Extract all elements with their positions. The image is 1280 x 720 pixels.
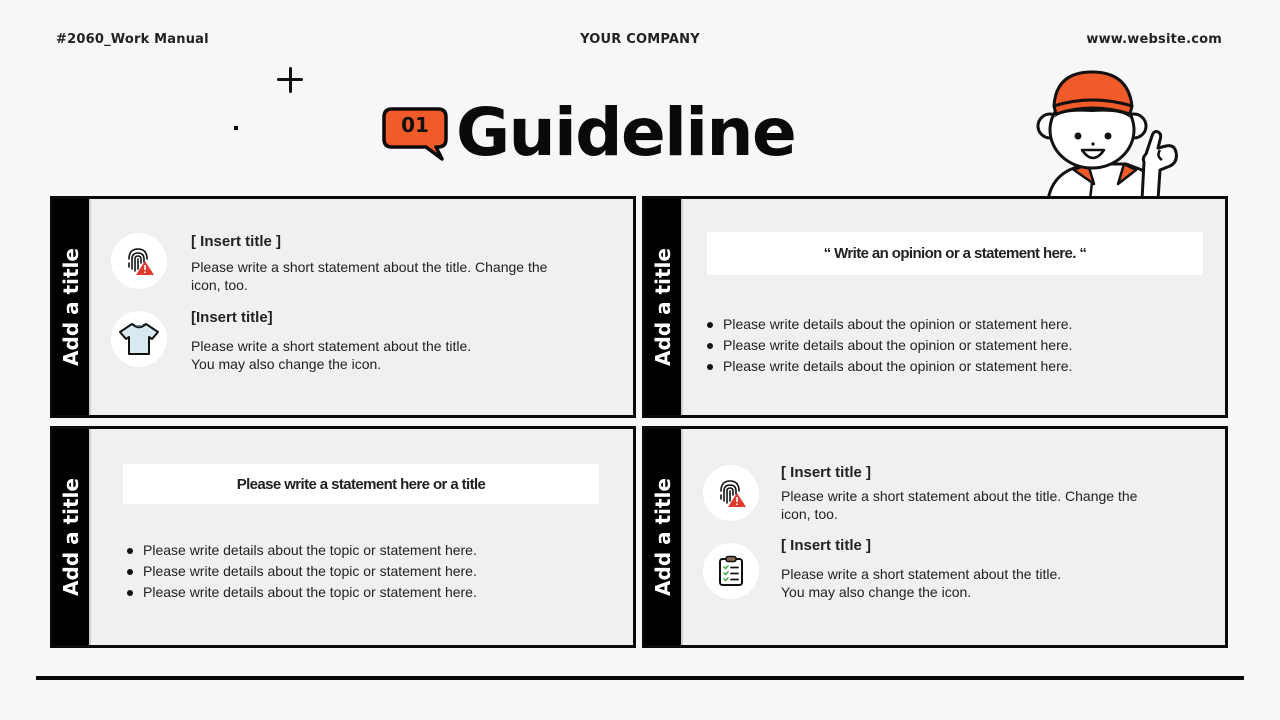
list-item	[703, 465, 1161, 523]
list-item	[111, 233, 571, 294]
side-tab-label: Add a title	[59, 248, 83, 366]
side-tab-label: Add a title	[651, 248, 675, 366]
bullet-list	[707, 314, 1072, 377]
bullet-list	[127, 540, 477, 603]
dot-decoration	[234, 126, 238, 130]
side-tab	[645, 199, 681, 415]
plus-icon	[277, 66, 305, 94]
panel-bottom-left	[50, 426, 636, 648]
list-item	[703, 537, 1161, 601]
bullet-item: Please write details about the topic or statement here.	[127, 582, 477, 603]
page-title-group	[382, 94, 796, 171]
item-description-line: You may also change the icon.	[191, 356, 382, 372]
item-title: [ Insert title ]	[191, 233, 282, 250]
badge-number: 01	[401, 113, 429, 137]
bullet-item: Please write details about the topic or statement here.	[127, 540, 477, 561]
item-description-line: Please write a short statement about the title.	[191, 338, 472, 354]
side-tab-label: Add a title	[59, 478, 83, 596]
clipboard-checklist-icon	[703, 543, 759, 599]
item-description-line: You may also change the icon.	[781, 584, 972, 600]
panel-body	[89, 429, 633, 645]
statement-box: Please write a statement here or a title	[123, 464, 599, 504]
speech-bubble-badge	[382, 107, 448, 151]
bullet-item: Please write details about the topic or statement here.	[127, 561, 477, 582]
panel-body	[681, 199, 1225, 415]
side-tab	[53, 429, 89, 645]
fingerprint-warning-icon	[111, 233, 167, 289]
panel-top-left	[50, 196, 636, 418]
panel-body	[89, 199, 633, 415]
list-item	[111, 311, 571, 373]
header-center: YOUR COMPANY	[580, 32, 700, 47]
footer-divider	[36, 676, 1244, 680]
bullet-item: Please write details about the opinion or statement here.	[707, 314, 1072, 335]
item-title: [ Insert title ]	[781, 464, 872, 481]
side-tab	[645, 429, 681, 645]
item-title: [Insert title]	[191, 309, 273, 326]
item-description: Please write a short statement about the title. Change the icon, too.	[781, 488, 1138, 522]
item-title: [ Insert title ]	[781, 537, 872, 554]
statement-box: “ Write an opinion or a statement here. “	[707, 232, 1203, 275]
bullet-item: Please write details about the opinion or statement here.	[707, 356, 1072, 377]
header-right: www.website.com	[1086, 32, 1222, 47]
header-left: #2060_Work Manual	[56, 32, 209, 47]
tshirt-icon	[111, 311, 167, 367]
bullet-item: Please write details about the opinion or statement here.	[707, 335, 1072, 356]
panel-top-right	[642, 196, 1228, 418]
fingerprint-warning-icon	[703, 465, 759, 521]
item-description: Please write a short statement about the title. Change the icon, too.	[191, 259, 548, 293]
item-description-line: Please write a short statement about the title.	[781, 566, 1062, 582]
side-tab	[53, 199, 89, 415]
side-tab-label: Add a title	[651, 478, 675, 596]
page-title: Guideline	[456, 94, 796, 171]
panel-bottom-right	[642, 426, 1228, 648]
mascot-worker-icon	[1030, 66, 1190, 200]
panel-body	[681, 429, 1225, 645]
